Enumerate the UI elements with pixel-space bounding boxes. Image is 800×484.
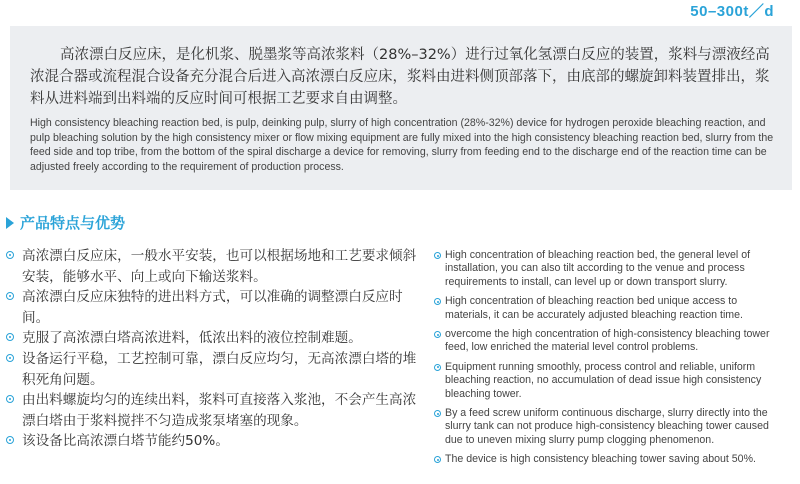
feature-item-zh-1 xyxy=(6,246,422,287)
feature-item-zh-2 xyxy=(6,287,422,328)
intro-text-english: High consistency bleaching reaction bed, is pulp, deinking pulp, slurry of high concentration (28%-32%) device for hydrogen peroxide bleaching reaction, and pulp bleaching solution by the high consistency mixer or flow mixing equipment are fully mixed into the high consistency bleaching reaction bed, slurry from the feed side and top tribe, from the bottom of the spiral discharge a device for removing, slurry from feeding end to the discharge end of the reaction time can be adjusted freely according to the requirement of production process. xyxy=(30,117,774,173)
circle-bullet-icon xyxy=(434,298,441,305)
feature-text-en: overcome the high concentration of high-consistency bleaching tower feed, low enriched the material level control problems. xyxy=(445,328,770,354)
circle-bullet-icon xyxy=(6,251,14,259)
circle-bullet-icon xyxy=(434,410,441,417)
feature-item-zh-6 xyxy=(6,431,422,452)
circle-bullet-icon xyxy=(6,292,14,300)
feature-text-en: The device is high consistency bleaching tower saving about 50%. xyxy=(445,453,756,466)
circle-bullet-icon xyxy=(6,333,14,341)
circle-bullet-icon xyxy=(434,331,441,338)
features-heading xyxy=(6,212,125,233)
feature-text-en: By a feed screw uniform continuous discharge, slurry directly into the slurry tank can not produce high-consistency bleaching tower caused due to uneven mixing slurry pump clogging phenomenon. xyxy=(445,407,769,446)
feature-item-en-5 xyxy=(434,407,784,447)
feature-text-zh: 该设备比高浓漂白塔节能约50%。 xyxy=(22,433,229,450)
feature-text-en: High concentration of bleaching reaction bed, the general level of installation, you can also tilt according to the venue and process requirements to install, can level up or down transport slurry. xyxy=(445,249,751,288)
feature-item-zh-4 xyxy=(6,349,422,390)
circle-bullet-icon xyxy=(6,354,14,362)
feature-item-en-2 xyxy=(434,295,784,322)
capacity-range: 50–300t／d xyxy=(690,3,774,20)
feature-item-zh-5 xyxy=(6,390,422,431)
feature-text-en: Equipment running smoothly, process control and reliable, uniform bleaching reaction, no accumulation of dead issue high consistency bleaching tower. xyxy=(445,360,762,400)
circle-bullet-icon xyxy=(434,456,441,463)
circle-bullet-icon xyxy=(6,395,14,403)
circle-bullet-icon xyxy=(6,436,14,444)
feature-item-en-6 xyxy=(434,453,784,466)
feature-text-zh: 由出料螺旋均匀的连续出料，浆料可直接落入浆池，不会产生高浓漂白塔由于浆料搅拌不匀造成浆泵堵塞的现象。 xyxy=(22,392,417,429)
features-list-chinese xyxy=(6,246,422,452)
intro-text-chinese: 高浓漂白反应床，是化机浆、脱墨浆等高浓浆料（28%–32%）进行过氧化氢漂白反应的装置，浆料与漂液经高浓混合器或流程混合设备充分混合后进入高浓漂白反应床，浆料由进料侧顶部落下，由底部的螺旋卸料装置排出，浆料从进料端到出料端的反应时间可根据工艺要求自由调整。 xyxy=(30,47,770,107)
circle-bullet-icon xyxy=(434,364,441,371)
circle-bullet-icon xyxy=(434,252,441,259)
feature-text-en: High concentration of bleaching reaction bed unique access to materials, it can be accurately adjusted bleaching reaction time. xyxy=(445,295,743,321)
features-heading-label: 产品特点与优势 xyxy=(20,214,126,232)
feature-text-zh: 克服了高浓漂白塔高浓进料，低浓出料的液位控制难题。 xyxy=(22,330,362,347)
feature-item-en-3 xyxy=(434,328,784,355)
feature-item-en-4 xyxy=(434,361,784,401)
triangle-bullet-icon xyxy=(6,217,14,229)
feature-item-en-1 xyxy=(434,249,784,289)
feature-item-zh-3 xyxy=(6,328,422,349)
feature-text-zh: 设备运行平稳，工艺控制可靠，漂白反应均匀，无高浓漂白塔的堆积死角问题。 xyxy=(22,350,417,388)
feature-text-zh: 高浓漂白反应床，一般水平安装，也可以根据场地和工艺要求倾斜安装，能够水平、向上或向下输送浆料。 xyxy=(22,248,417,285)
features-list-english xyxy=(434,249,784,473)
feature-text-zh: 高浓漂白反应床独特的进出料方式，可以准确的调整漂白反应时间。 xyxy=(22,289,403,326)
